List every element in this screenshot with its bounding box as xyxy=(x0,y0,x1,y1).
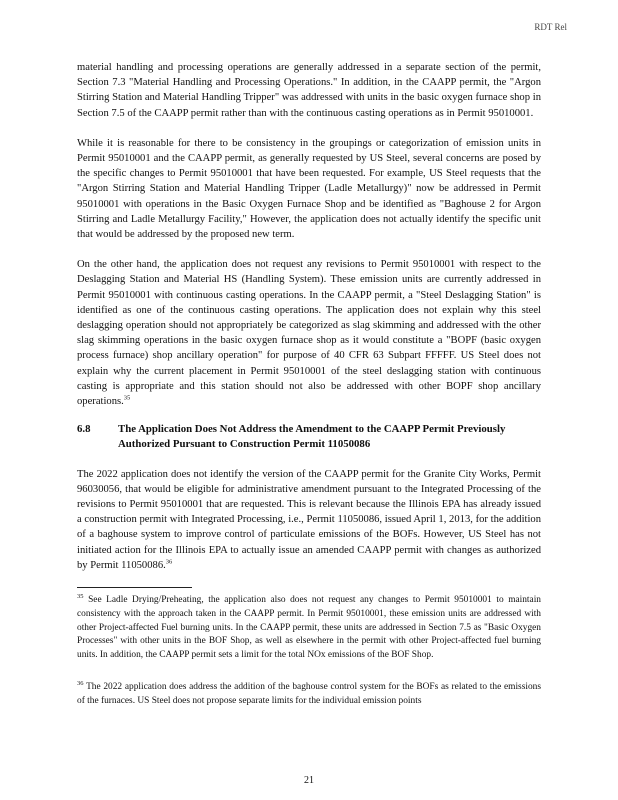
paragraph-3 xyxy=(77,257,541,409)
page-header: RDT Rel xyxy=(534,22,567,32)
footnote-35-text: See Ladle Drying/Preheating, the application also does not request any changes to Permit 95010001 to maintain consistency with the approach taken in the CAAPP permit. In Permit 95010001, these emission units are addressed with other Project-affected Fuel burning units. In the CAAPP permit, these units are addressed in Section 7.5 as "Basic Oxygen Processes" with other units in the BOF Shop, as well as elsewhere in the permit with other Project-affected fuel burning units. In addition, the CAAPP permit sets a limit for the total NOx emissions of the BOF Shop. xyxy=(77,595,541,661)
footnote-35 xyxy=(77,594,541,663)
section-heading xyxy=(77,422,541,452)
section-title: The Application Does Not Address the Amendment to the CAAPP Permit Previously Authorized Pursuant to Construction Permit 11050086 xyxy=(118,423,506,451)
paragraph-2: While it is reasonable for there to be consistency in the groupings or categorization of emission units in Permit 95010001 and the CAAPP permit, as generally requested by US Steel, several concerns are posed by the specific changes to Permit 95010001 that have been requested. For example, US Steel requests that the "Argon Stirring Station and Material Handling Tripper (Ladle Metallurgy)" now be addressed in Permit 95010001 with operations in the Basic Oxygen Furnace Shop and be identified as "Baghouse 2 for Argon Stirring and Ladle Metallurgy Facility," However, the application does not actually identify the specific unit that would be addressed by the proposed new term. xyxy=(77,137,541,241)
paragraph-3-text: On the other hand, the application does not request any revisions to Permit 95010001 with respect to the Deslagging Station and Material HS (Handling System). These emission units are currently addressed in Permit 95010001 with continuous casting operations. In the CAAPP permit, a "Steel Deslagging Station" is identified as one of the continuous casting operations. The application does not explain why this steel deslagging operation should not appropriately be categorized as slag skimming and addressed with the other slag skimming operations in the basic oxygen furnace shop as it would constitute a "BOPF (basic oxygen process furnace) shop ancillary operation" for purpose of 40 CFR 63 Subpart FFFFF. US Steel does not explain why the current placement in Permit 95010001 of the steel deslagging station with continuous casting is appropriate and this station should not also be addressed with other BOPF shop ancillary operations. xyxy=(77,259,541,408)
footnote-ref-36: 36 xyxy=(165,558,173,566)
paragraph-1: material handling and processing operations are generally addressed in a separate section of the permit, Section 7.3 "Material Handling and Processing Operations." In addition, in the CAAPP permit, the "Argon Stirring Station and Material Handling Tripper" was addressed with units in the basic oxygen furnace shop in Section 7.5 of the CAAPP permit rather than with the continuous casting operations as in Permit 95010001. xyxy=(77,62,541,119)
document-body xyxy=(77,60,541,709)
footnote-36 xyxy=(77,681,541,709)
footnote-divider xyxy=(77,587,192,588)
section-number: 6.8 xyxy=(77,423,91,436)
page-number: 21 xyxy=(304,775,314,786)
footnote-36-text: The 2022 application does address the addition of the baghouse control system for the BOFs as related to the emissions of the furnaces. US Steel does not propose separate limits for the individual emission points xyxy=(77,682,541,706)
paragraph-4 xyxy=(77,467,541,573)
footnote-35-mark: 35 xyxy=(77,592,84,600)
footnote-ref-35: 35 xyxy=(123,394,131,402)
paragraph-4-text: The 2022 application does not identify the version of the CAAPP permit for the Granite City Works, Permit 96030056, that would be eligible for administrative amendment pursuant to the Integrated Processing of the revisions to Permit 95010001 that are requested. This is relevant because the Illinois EPA has already issued a construction permit with Integrated Processing, i.e., Permit 11050086, issued April 1, 2013, for the addition of a baghouse system to improve control of particulate emissions of the BOFs. However, US Steel has not initiated action for the Illinois EPA to actually issue an amended CAAPP permit with changes as authorized by Permit 11050086. xyxy=(77,468,541,571)
footnote-36-mark: 36 xyxy=(77,679,84,687)
